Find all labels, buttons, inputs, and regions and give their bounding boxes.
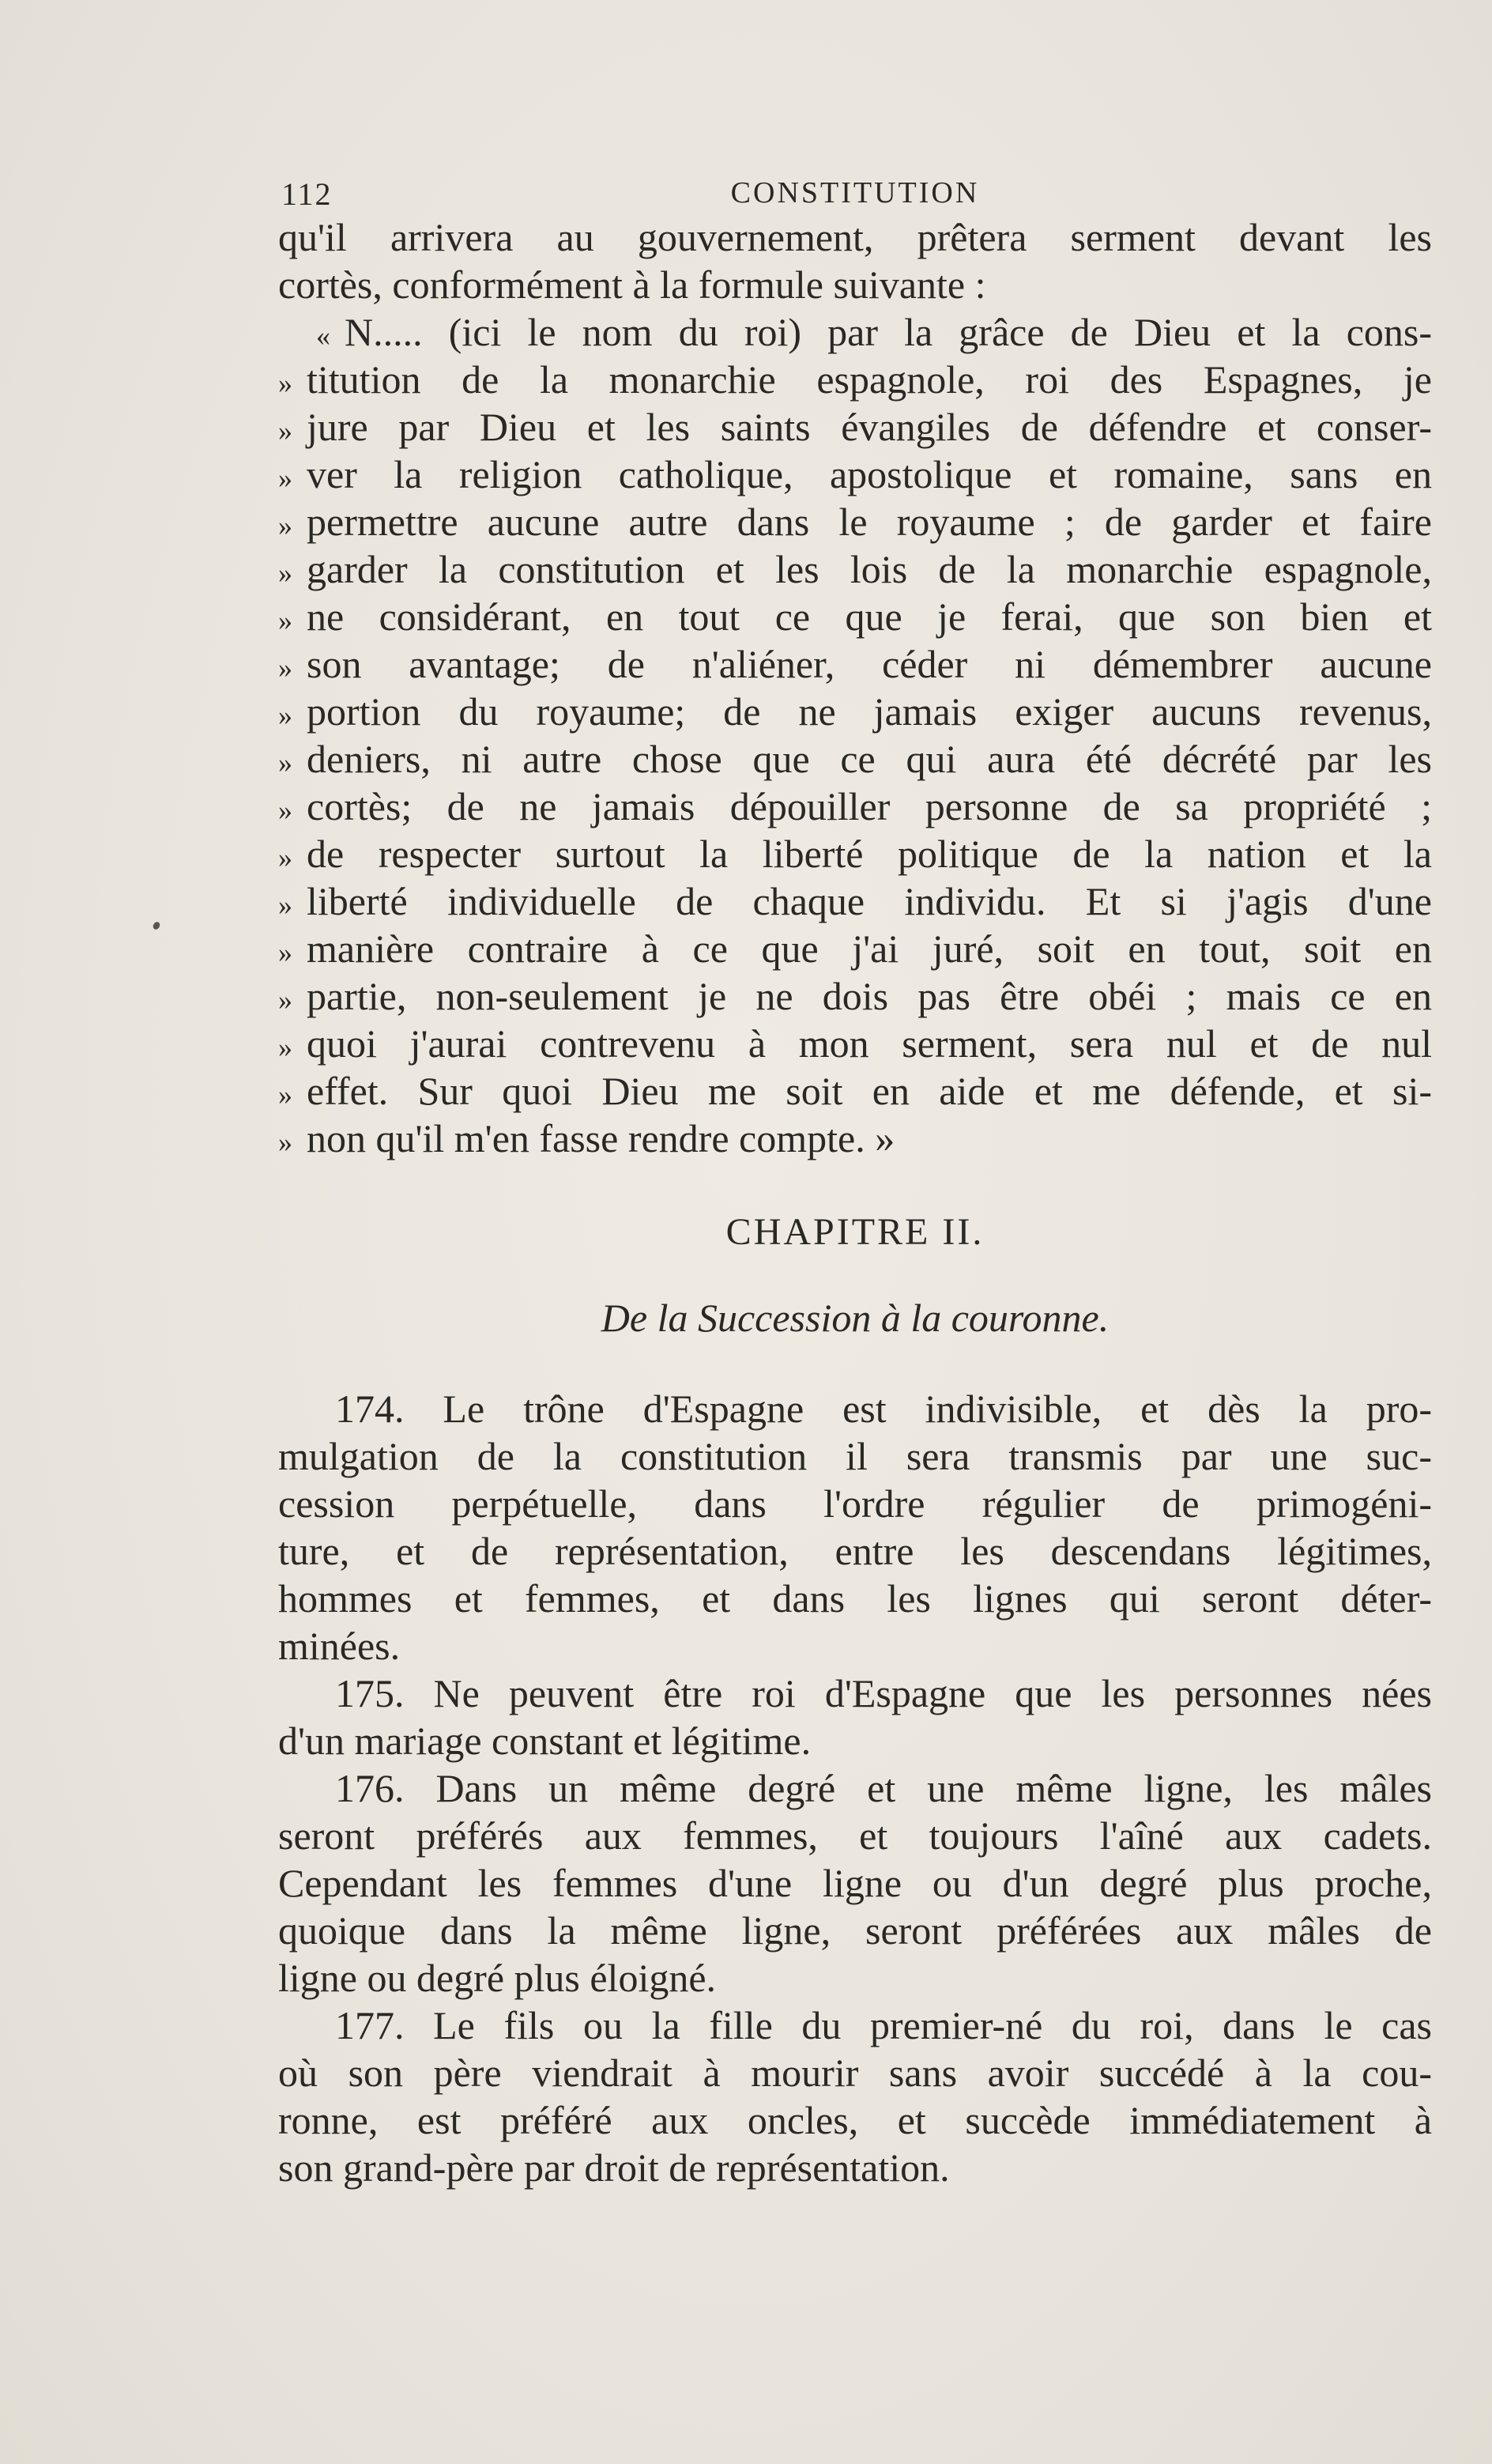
oath-line [278,403,1432,451]
text-line: 177. Le fils ou la fille du premier-né du roi, dans le cas [335,2003,1432,2047]
text-line: 176. Dans un même degré et une même ligne, les mâles [335,1766,1432,1810]
article-paragraph [278,1670,1432,1764]
text-line: d'un mariage constant et légitime. [278,1719,812,1763]
oath-line-text: ne considérant, en tout ce que je ferai, que son bien et [307,594,1432,639]
oath-line [278,640,1432,688]
quotation-mark: » [278,652,292,684]
chapter-title: CHAPITRE II. [725,1211,985,1253]
oath-line-text: quoi j'aurai contrevenu à mon serment, sera nul et de nul [307,1021,1432,1066]
oath-line-text: son avantage; de n'aliéner, céder ni démembrer aucune [307,642,1432,686]
quotation-mark: » [278,462,292,494]
text-line: Cependant les femmes d'une ligne ou d'un degré plus proche, [278,1861,1432,1905]
text-line: seront préférés aux femmes, et toujours l'aîné aux cadets. [278,1813,1432,1858]
text-line: mulgation de la constitution il sera transmis par une suc- [278,1434,1432,1478]
oath-line [278,877,1432,925]
oath-line [278,1067,1432,1115]
oath-line [278,545,1432,593]
quotation-mark: » [278,937,292,968]
text-line: où son père viendrait à mourir sans avoir succédé à la cou- [278,2051,1432,2095]
text-line: cession perpétuelle, dans l'ordre régulier de primogéni- [278,1481,1432,1526]
oath-line [278,830,1432,877]
oath-line-text: ver la religion catholique, apostolique et romaine, sans en [307,452,1432,496]
text-line: ronne, est préféré aux oncles, et succède immédiatement à [278,2098,1432,2142]
oath-line [278,688,1432,735]
oath-line [278,972,1432,1020]
quotation-mark: » [278,794,292,826]
chapter-subtitle: De la Succession à la couronne. [601,1296,1110,1340]
quotation-mark: » [278,889,292,921]
text-line: son grand-père par droit de représentation. [278,2145,950,2190]
quotation-mark: » [278,557,292,589]
oath-line [278,356,1432,403]
oath-line-text: cortès; de ne jamais dépouiller personne de sa propriété ; [307,784,1432,828]
oath-line-text: portion du royaume; de ne jamais exiger aucuns revenus, [307,689,1432,734]
oath-line-text: de respecter surtout la liberté politique de la nation et la [307,832,1432,876]
text-block [278,166,1432,2191]
quotation-mark: » [278,1126,292,1158]
quotation-mark: » [278,842,292,874]
page-number: 112 [281,176,333,212]
article-paragraph [278,1764,1432,2002]
oath-line [278,498,1432,545]
quotation-mark: » [278,1079,292,1111]
quotation-mark: » [278,1032,292,1063]
oath-line [278,1020,1432,1067]
oath-line [278,735,1432,783]
text-line: ligne ou degré plus éloigné. [278,1956,717,2000]
quotation-mark: » [278,415,292,447]
text-line: 174. Le trône d'Espagne est indivisible, et dès la pro- [335,1387,1432,1431]
continuation-paragraph [278,213,1432,308]
text-line: quoique dans la même ligne, seront préférées aux mâles de [278,1908,1432,1953]
oath-line-text: partie, non-seulement je ne dois pas être obéi ; mais ce en [307,974,1432,1018]
text-line: ture, et de représentation, entre les descendans légitimes, [278,1529,1432,1573]
quotation-mark: » [278,368,292,399]
oath-line-text: non qu'il m'en fasse rendre compte. » [307,1116,895,1160]
oath-line-text: garder la constitution et les lois de la monarchie espagnole, [307,547,1432,591]
text-line: qu'il arrivera au gouvernement, prêtera serment devant les [278,215,1432,259]
running-head: CONSTITUTION [730,176,980,209]
oath-line-text: permettre aucune autre dans le royaume ; de garder et faire [307,500,1432,544]
oath-line [278,1115,1432,1162]
oath-line-text: deniers, ni autre chose que ce qui aura été décrété par les [307,737,1432,781]
oath-line-text: effet. Sur quoi Dieu me soit en aide et me défende, et si- [307,1069,1432,1113]
text-line: 175. Ne peuvent être roi d'Espagne que les personnes nées [335,1671,1432,1715]
quotation-mark: « [316,320,330,352]
oath-line-text: N..... (ici le nom du roi) par la grâce de Dieu et la cons- [345,310,1432,354]
article-paragraph [278,2002,1432,2191]
quotation-mark: » [278,984,292,1016]
ink-speck [152,921,161,931]
oath-line [278,308,1432,356]
quotation-mark: » [278,747,292,779]
page-header [278,166,1432,213]
oath-line-text: titution de la monarchie espagnole, roi des Espagnes, je [307,357,1432,402]
text-line: hommes et femmes, et dans les lignes qui seront déter- [278,1576,1432,1621]
oath-line-text: liberté individuelle de chaque individu. Et si j'agis d'une [307,879,1432,923]
oath-line [278,593,1432,640]
oath-quotation [278,308,1432,1162]
oath-line [278,783,1432,830]
oath-line [278,925,1432,972]
oath-line-text: manière contraire à ce que j'ai juré, soit en tout, soit en [307,926,1432,971]
quotation-mark: » [278,605,292,636]
oath-line-text: jure par Dieu et les saints évangiles de défendre et conser- [307,405,1432,449]
text-line: cortès, conformément à la formule suivante : [278,262,986,307]
quotation-mark: » [278,510,292,541]
oath-line [278,451,1432,498]
article-paragraph [278,1385,1432,1670]
quotation-mark: » [278,700,292,731]
articles [278,1385,1432,2191]
text-line: minées. [278,1624,401,1668]
